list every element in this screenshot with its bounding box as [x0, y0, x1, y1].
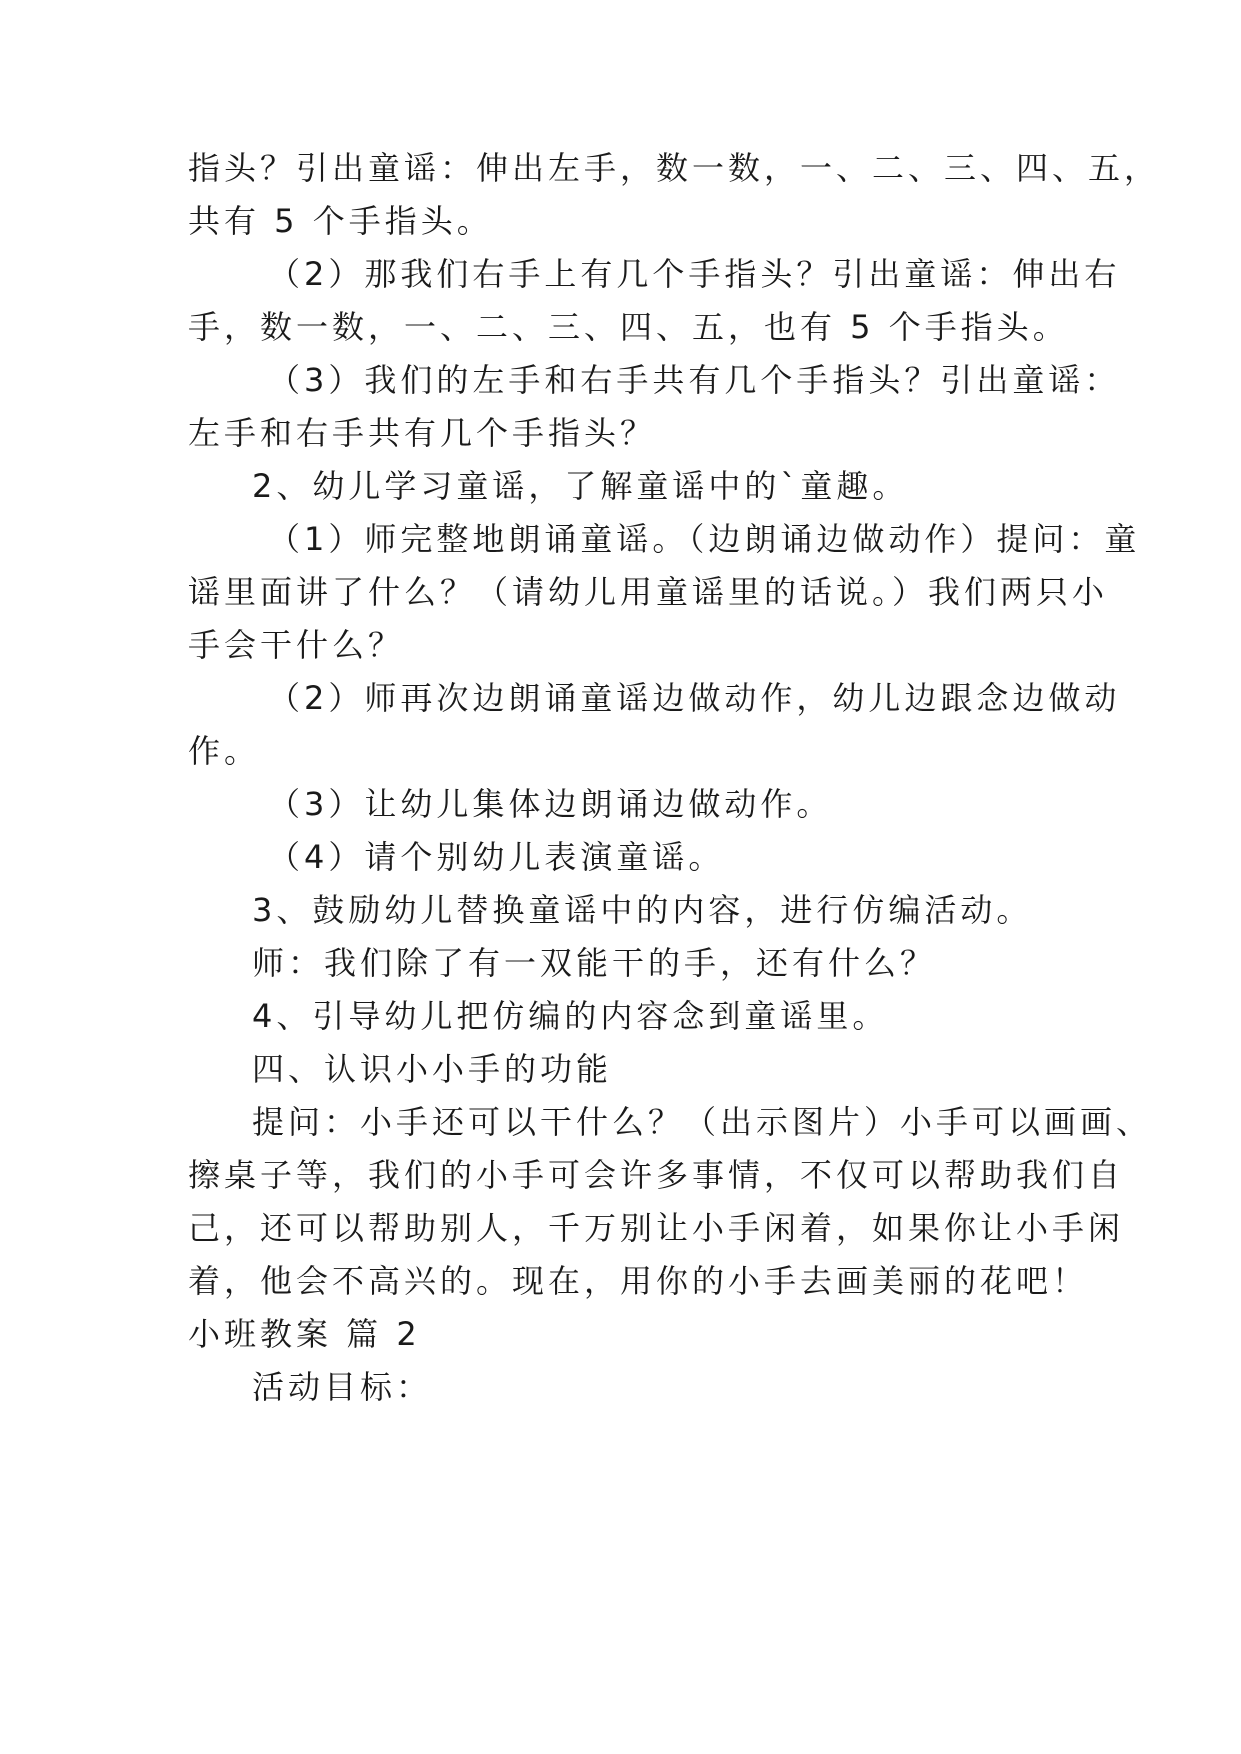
text-line: 2、幼儿学习童谣，了解童谣中的`童趣。 [252, 467, 909, 505]
text-line: 手，数一数，一、二、三、四、五，也有 5 个手指头。 [188, 308, 1069, 346]
text-line: 师：我们除了有一双能干的手，还有什么？ [252, 944, 937, 982]
text-line: 作。 [188, 732, 261, 770]
text-line: 手会干什么？ [188, 626, 405, 664]
article-title: 小班教案 篇 2 [188, 1315, 421, 1353]
text-line: （2）那我们右手上有几个手指头？引出童谣：伸出右 [268, 255, 1121, 293]
text-line: 4、引导幼儿把仿编的内容念到童谣里。 [252, 997, 889, 1035]
text-line: 左手和右手共有几个手指头？ [188, 414, 657, 452]
section-heading: 四、认识小小手的功能 [252, 1050, 613, 1088]
text-line: 3、鼓励幼儿替换童谣中的内容，进行仿编活动。 [252, 891, 1033, 929]
text-line: 擦桌子等，我们的小手可会许多事情，不仅可以帮助我们自 [188, 1156, 1125, 1194]
text-line: （2）师再次边朗诵童谣边做动作，幼儿边跟念边做动 [268, 679, 1121, 717]
text-line: （3）我们的左手和右手共有几个手指头？引出童谣： [268, 361, 1121, 399]
text-line: 提问：小手还可以干什么？（出示图片）小手可以画画、 [252, 1103, 1153, 1141]
text-line: 着，他会不高兴的。现在，用你的小手去画美丽的花吧！ [188, 1262, 1089, 1300]
section-heading: 活动目标： [252, 1368, 433, 1406]
text-line: （4）请个别幼儿表演童谣。 [268, 838, 725, 876]
text-line: 共有 5 个手指头。 [188, 202, 493, 240]
text-line: 谣里面讲了什么？（请幼儿用童谣里的话说。）我们两只小 [188, 573, 1109, 611]
text-line: 指头？引出童谣：伸出左手，数一数，一、二、三、四、五， [188, 149, 1161, 187]
text-line: 己，还可以帮助别人，千万别让小手闲着，如果你让小手闲 [188, 1209, 1125, 1247]
text-line: （1）师完整地朗诵童谣。（边朗诵边做动作）提问：童 [268, 520, 1141, 558]
text-line: （3）让幼儿集体边朗诵边做动作。 [268, 785, 833, 823]
